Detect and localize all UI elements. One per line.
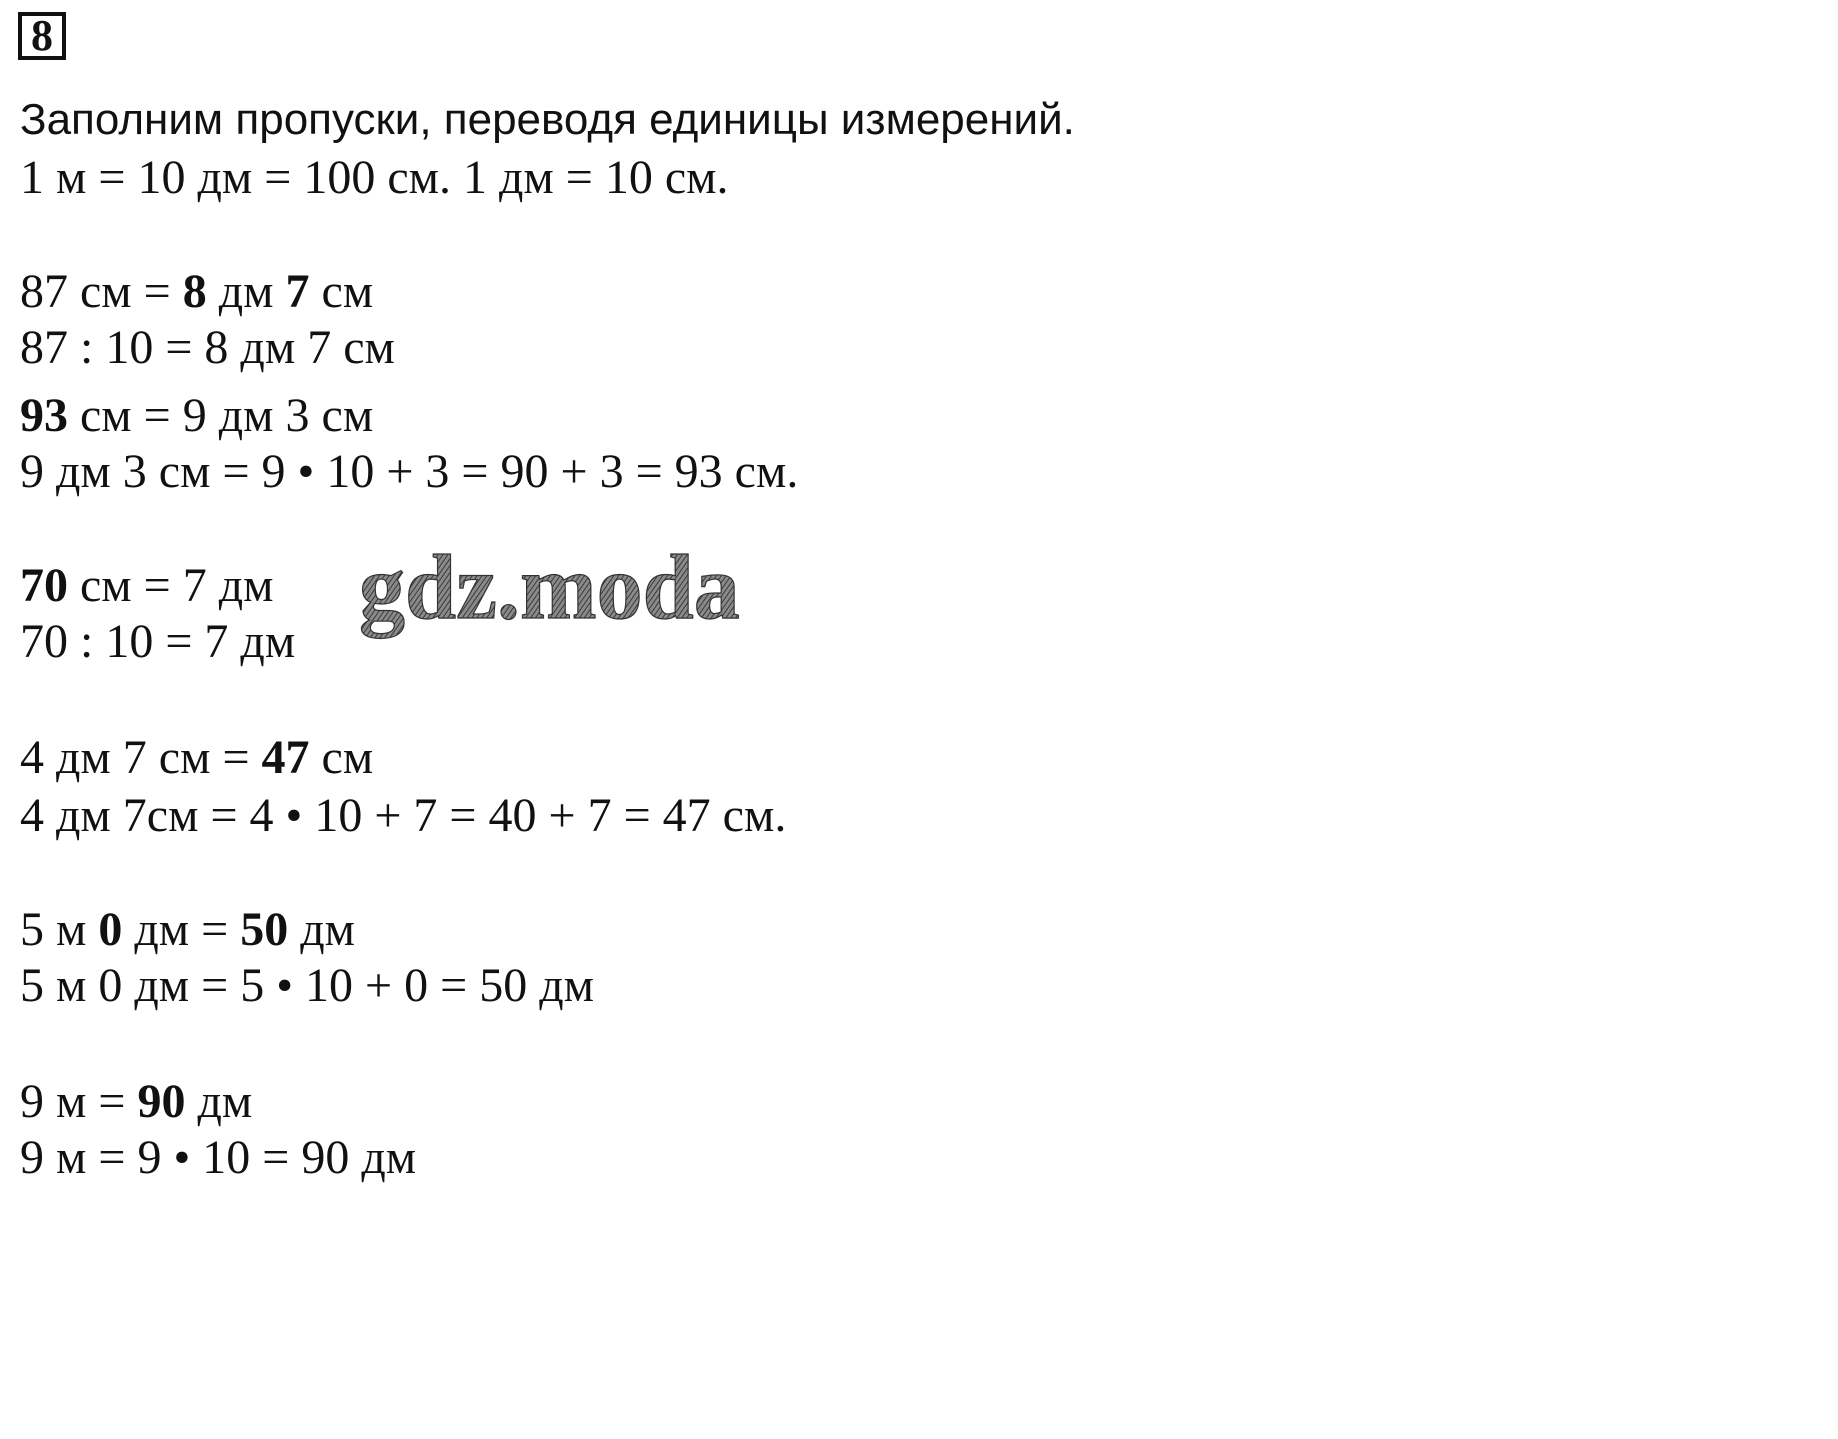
text-part: дм — [185, 1075, 253, 1128]
text-part: см = 7 дм — [68, 559, 274, 612]
watermark-logo — [355, 540, 815, 650]
answer-line-6 — [20, 1074, 252, 1130]
answer-line-5 — [20, 902, 355, 958]
text-part: дм — [206, 265, 286, 318]
answer-line-4 — [20, 730, 373, 786]
text-part: 9 м = — [20, 1075, 138, 1128]
bold-answer: 7 — [285, 265, 310, 318]
bold-answer: 70 — [20, 559, 68, 612]
text-part: см = 9 дм 3 см — [68, 389, 374, 442]
answer-line-2 — [20, 388, 373, 444]
text-part: дм — [288, 903, 356, 956]
bold-answer: 47 — [261, 731, 310, 784]
text-part: см — [309, 265, 374, 318]
solution-line-6: 9 м = 9 • 10 = 90 дм — [20, 1131, 417, 1184]
text-part: дм = — [122, 903, 241, 956]
intro-text: Заполним пропуски, переводя единицы измерений. — [20, 95, 1075, 144]
bold-answer: 0 — [98, 903, 123, 956]
watermark-text: gdz.moda — [359, 540, 740, 638]
solution-line-4: 4 дм 7см = 4 • 10 + 7 = 40 + 7 = 47 см. — [20, 789, 787, 842]
answer-line-3 — [20, 558, 274, 614]
text-part: 5 м — [20, 903, 99, 956]
bold-answer: 93 — [20, 389, 68, 442]
text-part: 87 см = — [20, 265, 183, 318]
bold-answer: 8 — [182, 265, 207, 318]
task-number-box: 8 — [18, 12, 66, 60]
solution-line-3: 70 : 10 = 7 дм — [20, 615, 296, 668]
bold-answer: 50 — [240, 903, 289, 956]
solution-line-2: 9 дм 3 см = 9 • 10 + 3 = 90 + 3 = 93 см. — [20, 445, 799, 498]
solution-line-1: 87 : 10 = 8 дм 7 см — [20, 321, 395, 374]
text-part: см — [309, 731, 374, 784]
solution-line-5: 5 м 0 дм = 5 • 10 + 0 = 50 дм — [20, 959, 594, 1012]
text-part: 4 дм 7 см = — [20, 731, 262, 784]
conversion-rule: 1 м = 10 дм = 100 см. 1 дм = 10 см. — [20, 151, 729, 204]
bold-answer: 90 — [137, 1075, 186, 1128]
answer-line-1 — [20, 264, 373, 320]
